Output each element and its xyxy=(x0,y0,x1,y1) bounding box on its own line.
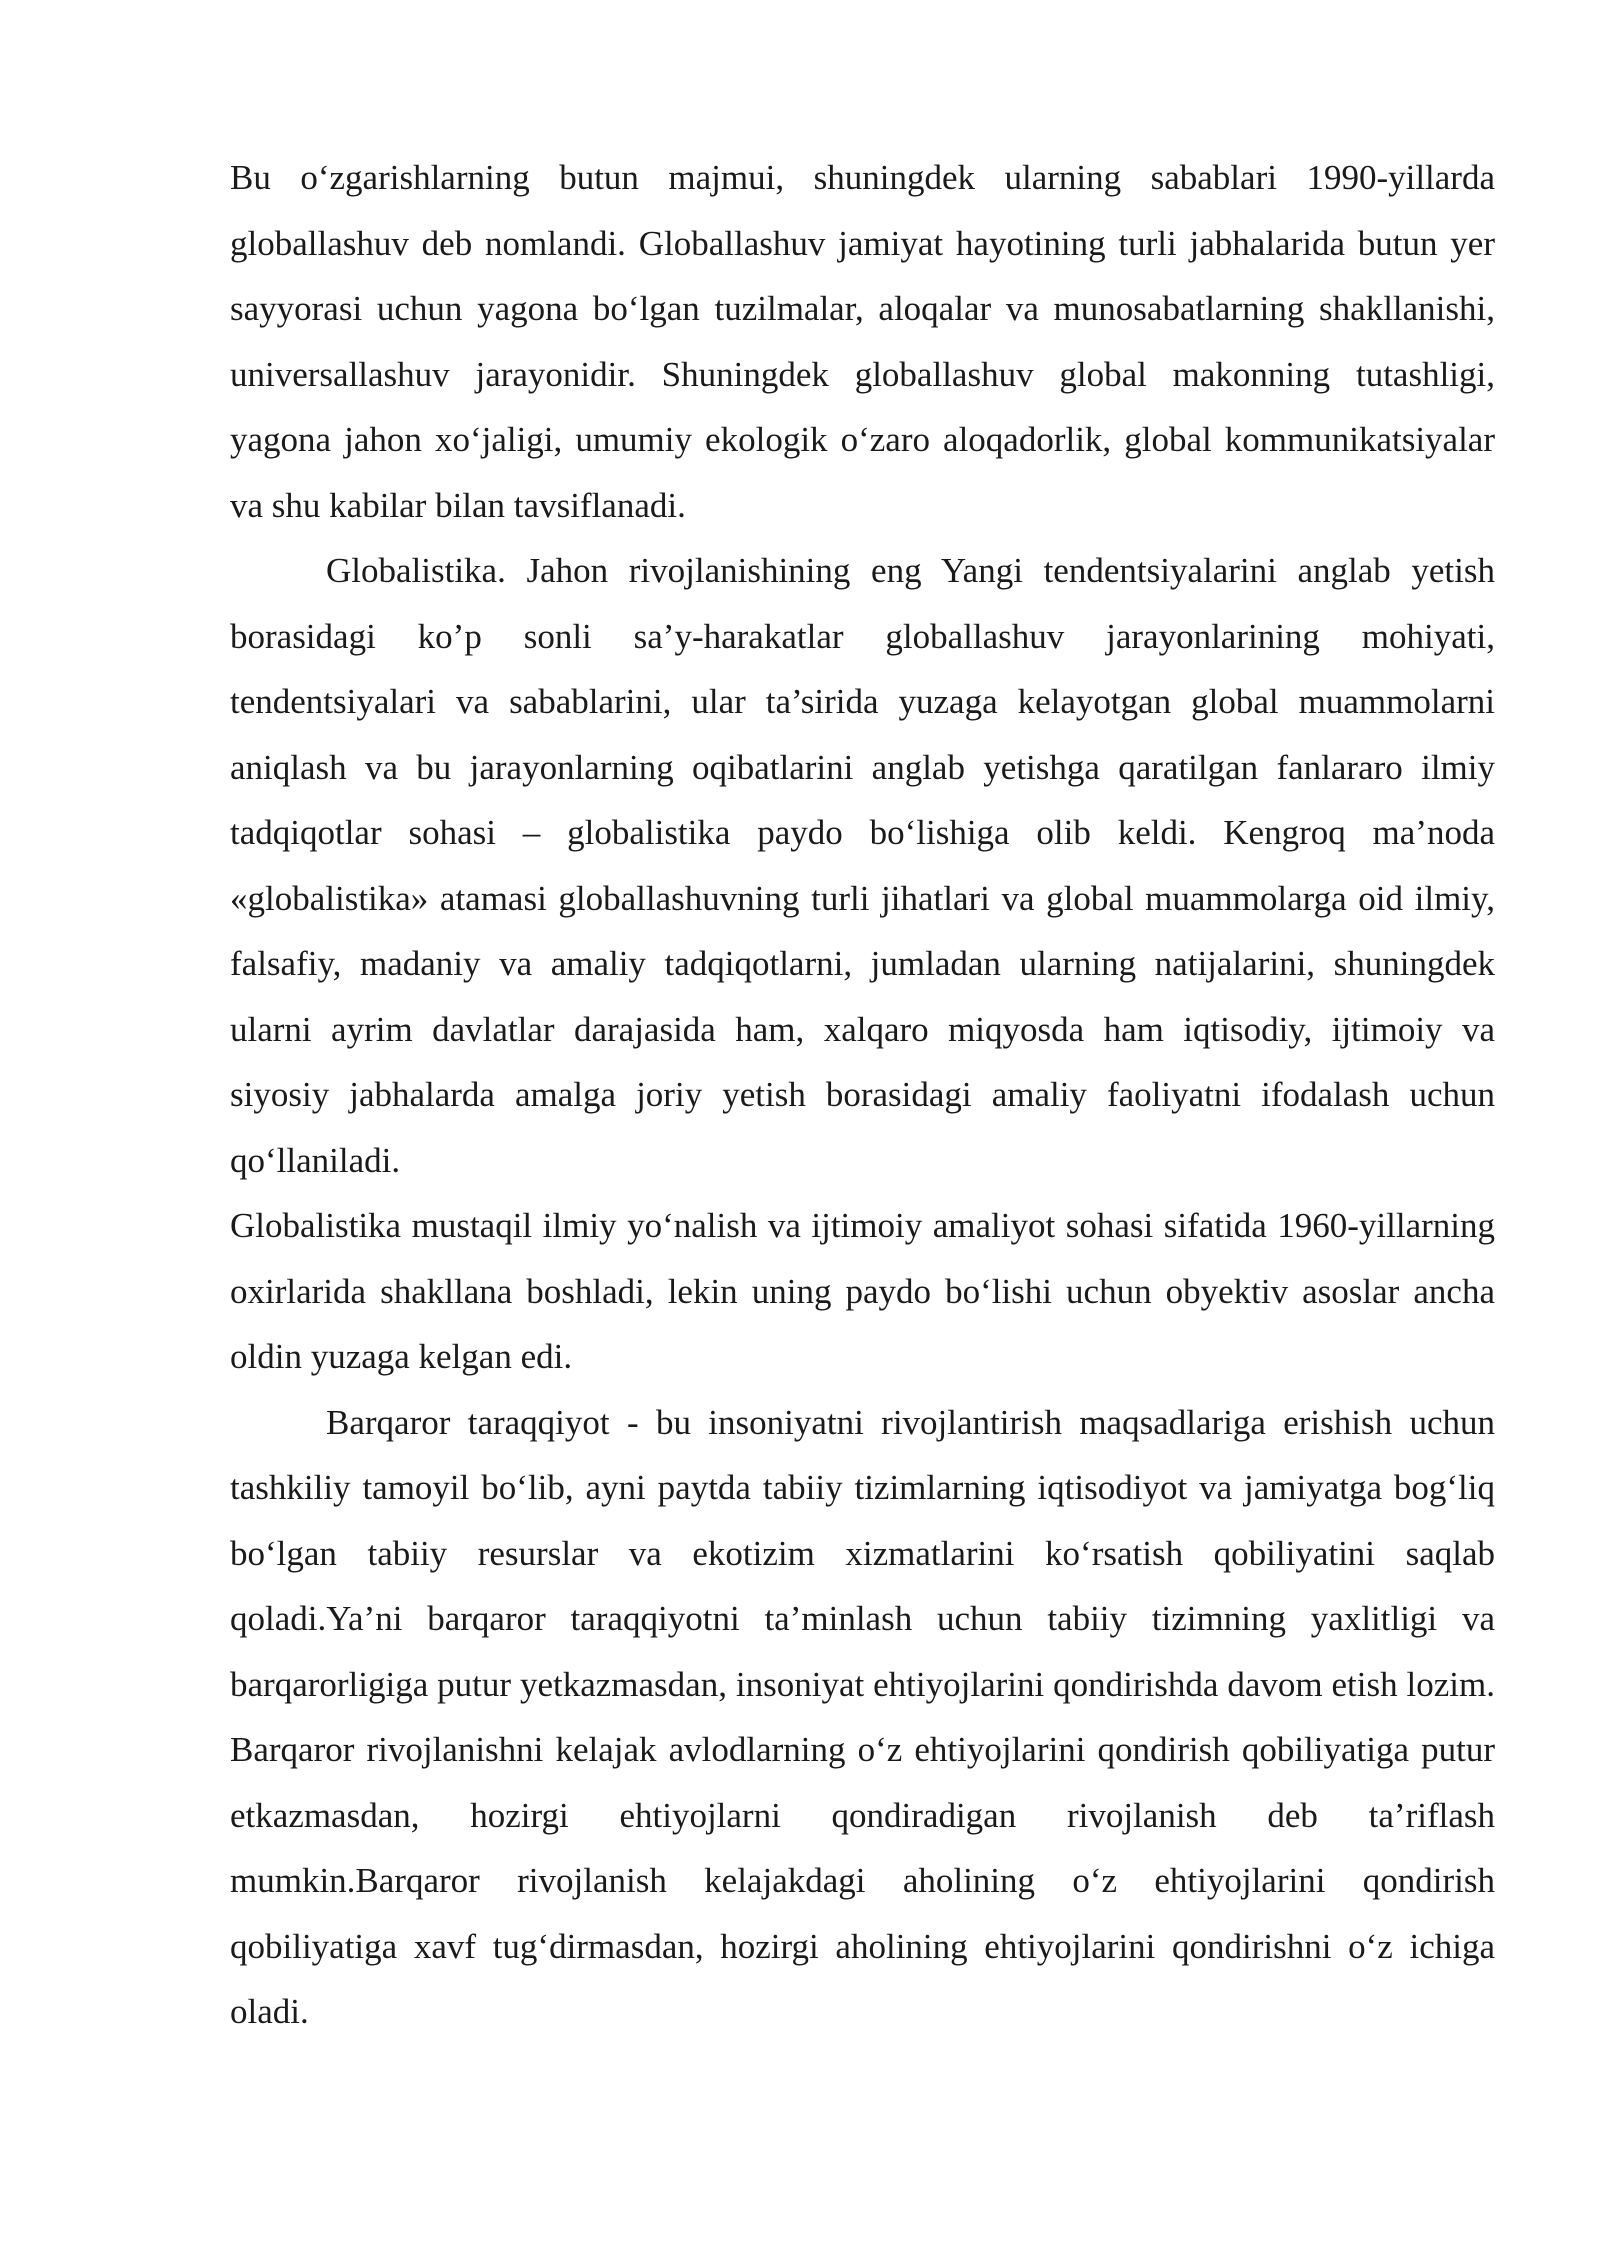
document-page xyxy=(230,145,1495,2045)
paragraph-globalistika: Globalistika. Jahon rivojlanishining eng Yangi tendentsiyalarini anglab yetish borasidagi ko’p sonli sa’y-harakatlar globallashuv jarayonlarining mohiyati, tendentsiyalari va sabablarini, ular ta’sirida yuzaga kelayotgan global muammolarni aniqlash va bu jarayonlarning oqibatlarini anglab yetishga qaratilgan fanlararo ilmiy tadqiqotlar sohasi – globalistika paydo bo‘lishiga olib keldi. Kengroq ma’noda «globalistika» atamasi globallashuvning turli jihatlari va global muammolarga oid ilmiy, falsafiy, madaniy va amaliy tadqiqotlarni, jumladan ularning natijalarini, shuningdek ularni ayrim davlatlar darajasida ham, xalqaro miqyosda ham iqtisodiy, ijtimoiy va siyosiy jabhalarda amalga joriy yetish borasidagi amaliy faoliyatni ifodalash uchun qo‘llaniladi. xyxy=(230,551,1495,1180)
paragraph-globallashuv: Bu o‘zgarishlarning butun majmui, shuningdek ularning sabablari 1990-yillarda globallashuv deb nomlandi. Globallashuv jamiyat hayotining turli jabhalarida butun yer sayyorasi uchun yagona bo‘lgan tuzilmalar, aloqalar va munosabatlarning shakllanishi, universallashuv jarayonidir. Shuningdek globallashuv global makonning tutashligi, yagona jahon xo‘jaligi, umumiy ekologik o‘zaro aloqadorlik, global kommunikatsiyalar va shu kabilar bilan tavsiflanadi. xyxy=(230,158,1495,525)
paragraph-barqaror-taraqqiyot: Barqaror taraqqiyot - bu insoniyatni rivojlantirish maqsadlariga erishish uchun tashkiliy tamoyil bo‘lib, ayni paytda tabiiy tizimlarning iqtisodiyot va jamiyatga bog‘liq bo‘lgan tabiiy resurslar va ekotizim xizmatlarini ko‘rsatish qobiliyatini saqlab qoladi.Ya’ni barqaror taraqqiyotni ta’minlash uchun tabiiy tizimning yaxlitligi va barqarorligiga putur yetkazmasdan, insoniyat ehtiyojlarini qondirishda davom etish lozim. Barqaror rivojlanishni kelajak avlodlarning o‘z ehtiyojlarini qondirish qobiliyatiga putur etkazmasdan, hozirgi ehtiyojlarni qondiradigan rivojlanish deb ta’riflash mumkin.Barqaror rivojlanish kelajakdagi aholining o‘z ehtiyojlarini qondirish qobiliyatiga xavf tug‘dirmasdan, hozirgi aholining ehtiyojlarini qondirishni o‘z ichiga oladi. xyxy=(230,1402,1495,2031)
paragraph-globalistika-origin: Globalistika mustaqil ilmiy yo‘nalish va ijtimoiy amaliyot sohasi sifatida 1960-yillarning oxirlarida shakllana boshladi, lekin uning paydo bo‘lishi uchun obyektiv asoslar ancha oldin yuzaga kelgan edi. xyxy=(230,1206,1495,1376)
